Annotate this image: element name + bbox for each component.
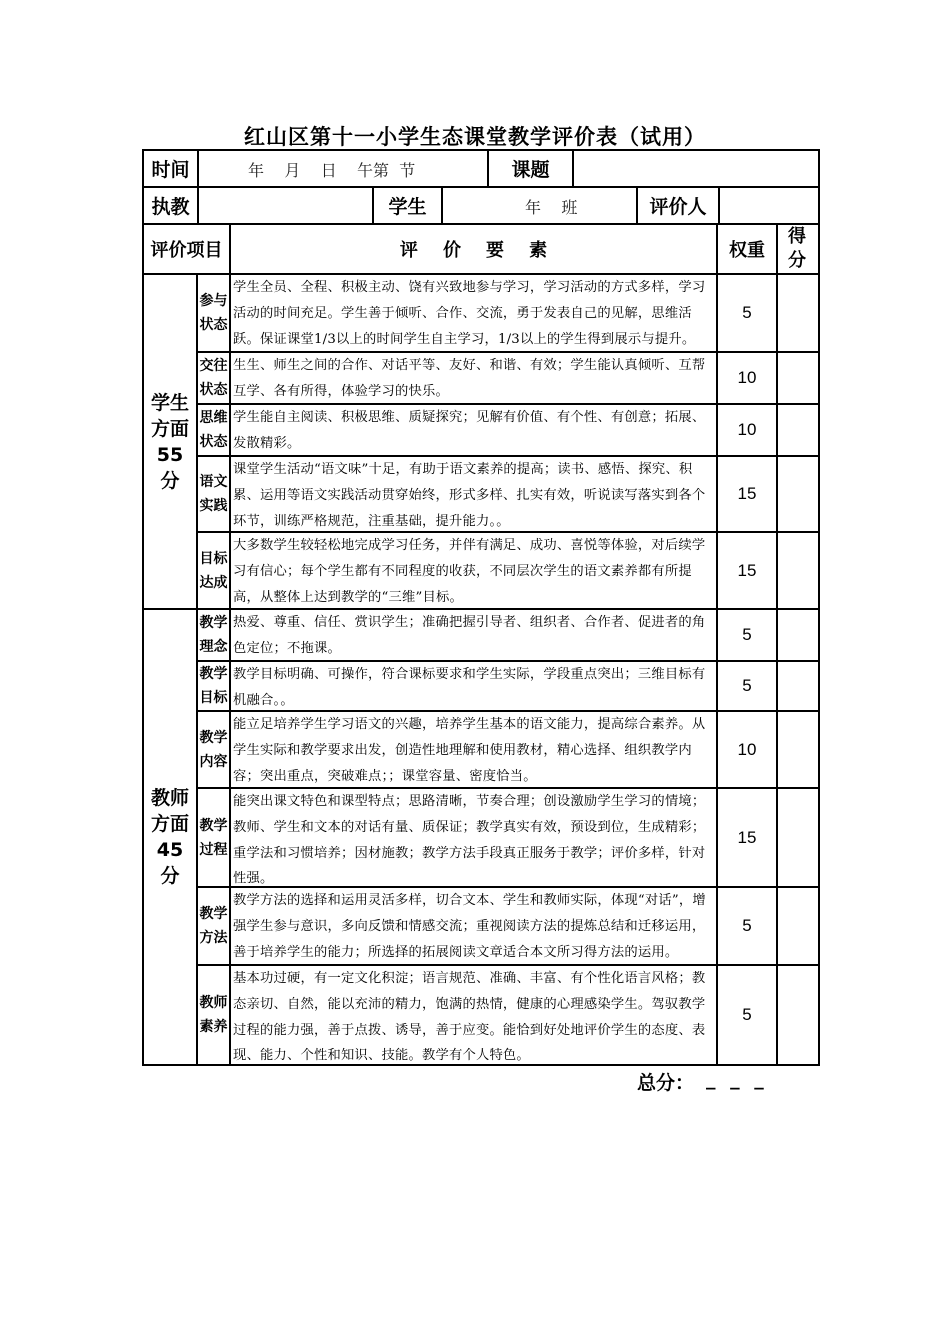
score-cell[interactable]: [778, 966, 818, 1064]
row-weight: 15: [737, 827, 757, 847]
total-score-label: 总分：: [637, 1072, 695, 1094]
row-description: 学生能自主阅读、积极思维、质疑探究；见解有价值、有个性、有创意；拓展、发散精彩。: [233, 410, 706, 451]
time-label: 时间: [151, 159, 190, 181]
row-description: 生生、师生之间的合作、对话平等、友好、和谐、有效；学生能认真倾听、互帮互学、各有所得，体验学习的快乐。: [233, 358, 706, 399]
score-cell[interactable]: [778, 353, 818, 403]
row-description: 大多数学生较轻松地完成学习任务，并伴有满足、成功、喜悦等体验，对后续学习有信心；每个学生都有不同程度的收获，不同层次学生的语文素养都有所提高，从整体上达到教学的“三维”目标。: [233, 538, 706, 605]
row-description: 基本功过硬，有一定文化积淀；语言规范、准确、丰富、有个性化语言风格；教态亲切、自然，能以充沛的精力，饱满的热情，健康的心理感染学生。驾驭教学过程的能力强，善于点拨、诱导，善于应变。能恰到好处地评价学生的态度、表现、能力、个性和知识、技能。教学有个人特色。: [233, 971, 706, 1064]
time-value: 年 月 日 午第 节: [248, 161, 416, 180]
row-weight: 15: [737, 484, 757, 503]
row-description: 课堂学生活动“语文味”十足，有助于语文素养的提高；读书、感悟、探究、积累、运用等语文实践活动贯穿始终，形式多样、扎实有效，听说读写落实到各个环节，训练严格规范，注重基础，提升能力。。: [233, 462, 706, 529]
page-title: 红山区第十一小学生态课堂教学评价表（试用）: [244, 125, 706, 149]
teacher-field[interactable]: [199, 188, 372, 223]
score-cell[interactable]: [778, 789, 818, 886]
table-border: [818, 149, 820, 1066]
topic-label: 课题: [511, 159, 550, 181]
row-weight: 15: [737, 560, 757, 580]
row-name: 目标达成: [199, 550, 228, 591]
row-description: 教学方法的选择和运用灵活多样，切合文本、学生和教师实际，体现“对话”，增强学生参与意识，多向反馈和情感交流；重视阅读方法的提炼总结和迁移运用，善于培养学生的能力；所选择的拓展阅读文章适合本文所习得方法的运用。: [233, 893, 706, 960]
table-border: [142, 1064, 820, 1066]
row-description: 热爱、尊重、信任、赏识学生；准确把握引导者、组织者、合作者、促进者的角色定位；不拖课。: [233, 615, 706, 656]
score-cell[interactable]: [778, 662, 818, 710]
evaluator-field[interactable]: [720, 188, 818, 223]
row-description: 学生全员、全程、积极主动、饶有兴致地参与学习，学习活动的方式多样，学习活动的时间充足。学生善于倾听、合作、交流，勇于发表自己的见解，思维活跃。保证课堂1/3以上的时间学生自主学习，1/3以上的学生得到展示与提升。: [233, 280, 706, 347]
weight-header: 权重: [729, 240, 765, 261]
row-name: 教师素养: [199, 995, 228, 1035]
evaluator-label: 评价人: [649, 196, 707, 218]
score-cell[interactable]: [778, 405, 818, 455]
score-cell[interactable]: [778, 457, 818, 531]
student-label: 学生: [388, 196, 427, 218]
row-description: 能突出课文特色和课型特点；思路清晰，节奏合理；创设激励学生学习的情境；教师、学生和文本的对话有量、质保证；教学真实有效，预设到位，生成精彩；重学法和习惯培养；因材施教；教学方法手段真正服务于教学；评价多样，针对性强。: [233, 794, 706, 886]
row-name: 教学目标: [199, 666, 228, 706]
row-name: 交往状态: [199, 358, 228, 398]
table-border: [142, 149, 144, 1066]
score-cell[interactable]: [778, 610, 818, 660]
row-name: 教学过程: [199, 817, 228, 858]
row-weight: 10: [737, 739, 757, 759]
elements-header: 评 价 要 素: [399, 240, 548, 261]
teacher-label: 执教: [151, 196, 190, 218]
total-score-blank[interactable]: _ _ _: [706, 1068, 768, 1090]
row-weight: 5: [742, 1005, 752, 1024]
item-header: 评价项目: [150, 240, 223, 261]
row-weight: 5: [742, 303, 752, 322]
score-cell[interactable]: [778, 888, 818, 964]
topic-field[interactable]: [574, 151, 818, 186]
score-cell[interactable]: [778, 533, 818, 608]
col-divider: [441, 186, 443, 223]
row-weight: 5: [742, 916, 752, 935]
score-header: 得分: [788, 226, 806, 271]
score-cell[interactable]: [778, 712, 818, 787]
row-name: 教学内容: [199, 729, 228, 770]
row-description: 能立足培养学生学习语文的兴趣，培养学生基本的语文能力，提高综合素养。从学生实际和教学要求出发，创造性地理解和使用教材，精心选择、组织教学内容；突出重点，突破难点；；课堂容量、密度恰当。: [233, 717, 706, 784]
row-name: 教学方法: [199, 906, 228, 946]
student-class-value: 年 班: [525, 198, 578, 217]
row-name: 参与状态: [199, 293, 228, 333]
row-weight: 10: [737, 420, 757, 439]
row-weight: 10: [737, 368, 757, 387]
row-name: 语文实践: [199, 474, 228, 514]
row-description: 教学目标明确、可操作，符合课标要求和学生实际，学段重点突出；三维目标有机融合。。: [233, 667, 706, 708]
row-weight: 5: [742, 625, 752, 644]
score-cell[interactable]: [778, 275, 818, 351]
row-weight: 5: [742, 676, 752, 695]
teacher-section-label: 教师方面45分: [150, 787, 189, 887]
student-section-label: 学生方面55分: [150, 391, 189, 492]
row-name: 教学理念: [199, 615, 228, 655]
row-name: 思维状态: [199, 410, 228, 450]
